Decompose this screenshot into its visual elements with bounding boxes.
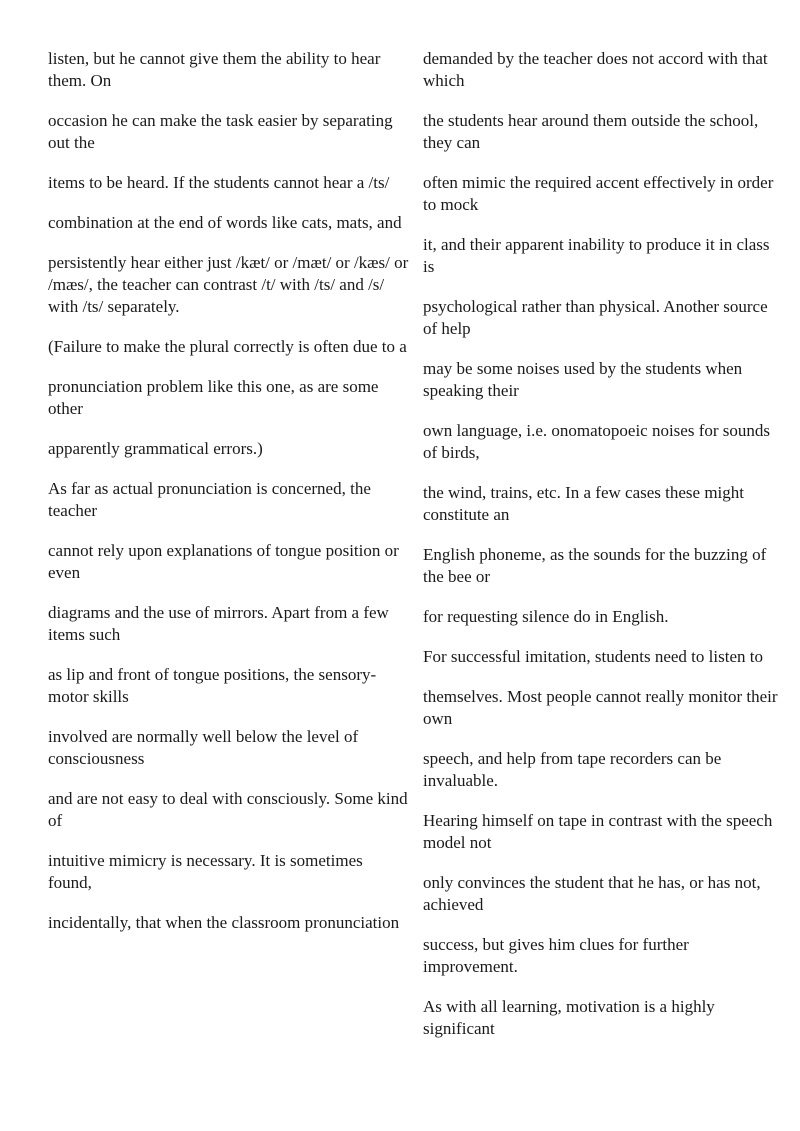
paragraph: themselves. Most people cannot really monitor their own <box>423 687 778 728</box>
paragraph: As far as actual pronunciation is concerned, the teacher <box>48 479 371 520</box>
paragraph: For successful imitation, students need to listen to <box>423 647 763 666</box>
paragraph: occasion he can make the task easier by separating out the <box>48 111 393 152</box>
right-text-column <box>423 48 785 1058</box>
paragraph: it, and their apparent inability to produce it in class is <box>423 235 770 276</box>
paragraph: the wind, trains, etc. In a few cases these might constitute an <box>423 483 745 524</box>
paragraph: combination at the end of words like cats, mats, and <box>48 213 402 232</box>
left-text-column <box>48 48 410 952</box>
paragraph: incidentally, that when the classroom pronunciation <box>48 913 400 932</box>
paragraph: diagrams and the use of mirrors. Apart from a few items such <box>48 603 389 644</box>
paragraph: cannot rely upon explanations of tongue position or even <box>48 541 399 582</box>
paragraph: pronunciation problem like this one, as are some other <box>48 377 379 418</box>
paragraph: as lip and front of tongue positions, the sensory-motor skills <box>48 665 377 706</box>
paragraph: persistently hear either just /kæt/ or /mæt/ or /kæs/ or /mæs/, the teacher can contrast /t/ with /ts/ and /s/ with /ts/ separately. <box>48 253 409 316</box>
paragraph: and are not easy to deal with consciously. Some kind of <box>48 789 408 830</box>
paragraph: English phoneme, as the sounds for the buzzing of the bee or <box>423 545 767 586</box>
paragraph: As with all learning, motivation is a highly significant <box>423 997 715 1038</box>
paragraph: listen, but he cannot give them the ability to hear them. On <box>48 49 381 90</box>
paragraph: demanded by the teacher does not accord with that which <box>423 49 768 90</box>
paragraph: for requesting silence do in English. <box>423 607 669 626</box>
paragraph: intuitive mimicry is necessary. It is sometimes found, <box>48 851 363 892</box>
paragraph: apparently grammatical errors.) <box>48 439 263 458</box>
paragraph: (Failure to make the plural correctly is often due to a <box>48 337 407 356</box>
paragraph: may be some noises used by the students when speaking their <box>423 359 743 400</box>
paragraph: often mimic the required accent effectively in order to mock <box>423 173 774 214</box>
paragraph: Hearing himself on tape in contrast with the speech model not <box>423 811 773 852</box>
paragraph: success, but gives him clues for further improvement. <box>423 935 689 976</box>
paragraph: items to be heard. If the students cannot hear a /ts/ <box>48 173 390 192</box>
paragraph: the students hear around them outside the school, they can <box>423 111 759 152</box>
paragraph: speech, and help from tape recorders can be invaluable. <box>423 749 722 790</box>
paragraph: psychological rather than physical. Another source of help <box>423 297 768 338</box>
paragraph: own language, i.e. onomatopoeic noises for sounds of birds, <box>423 421 771 462</box>
paragraph: involved are normally well below the level of consciousness <box>48 727 359 768</box>
paragraph: only convinces the student that he has, or has not, achieved <box>423 873 761 914</box>
